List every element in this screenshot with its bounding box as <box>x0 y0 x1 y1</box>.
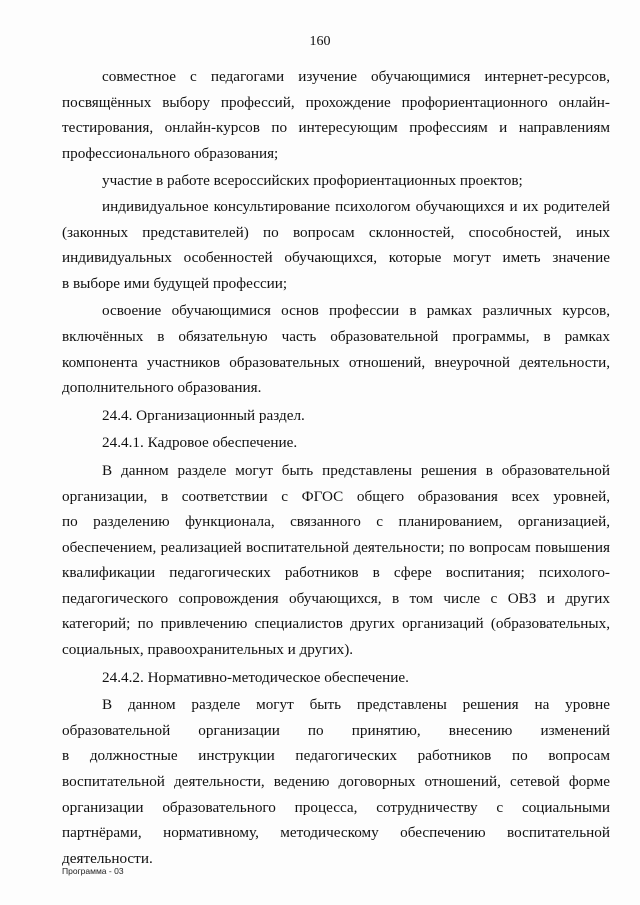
paragraph <box>62 64 610 166</box>
text-line: в выборе ими будущей профессии; <box>62 274 288 292</box>
text-line: по разделению функционала, связанного с планированием, организацией, <box>62 513 610 531</box>
section-heading <box>62 403 610 429</box>
text-line: образовательной организации по принятию, внесению изменений <box>62 721 610 739</box>
text-line: индивидуальное консультирование психологом обучающихся и их родителей <box>102 197 610 215</box>
text-line: воспитательной деятельности, ведению договорных отношений, сетевой форме <box>62 773 610 791</box>
text-line: 24.4.1. Кадровое обеспечение. <box>102 434 298 452</box>
footer-label: Программа - 03 <box>62 866 124 876</box>
text-line: посвящённых выбору профессий, прохождение профориентационного онлайн- <box>62 93 610 111</box>
subsection-heading <box>62 665 610 691</box>
text-line: в должностные инструкции педагогических работников по вопросам <box>62 747 610 765</box>
text-line: категорий; по привлечению специалистов других организаций (образовательных, <box>62 615 610 633</box>
text-line: 24.4.2. Нормативно-методическое обеспечение. <box>102 668 409 686</box>
document-body <box>62 64 610 871</box>
paragraph <box>62 458 610 663</box>
text-line: педагогического сопровождения обучающихся, в том числе с ОВЗ и других <box>62 589 610 607</box>
text-line: обеспечением, реализацией воспитательной деятельности; по вопросам повышения <box>62 538 610 556</box>
text-line: 24.4. Организационный раздел. <box>102 406 305 424</box>
text-line: освоение обучающимися основ профессии в рамках различных курсов, <box>102 302 610 320</box>
subsection-heading <box>62 430 610 456</box>
page-number: 160 <box>309 34 331 49</box>
text-line: организации образовательного процесса, сотрудничеству с социальными <box>62 798 610 816</box>
text-line: В данном разделе могут быть представлены решения на уровне <box>102 696 610 714</box>
text-line: участие в работе всероссийских профориентационных проектов; <box>102 172 523 190</box>
text-line: социальных, правоохранительных и других). <box>62 641 354 659</box>
text-line: партнёрами, нормативному, методическому обеспечению воспитательной <box>62 824 610 842</box>
text-line: совместное с педагогами изучение обучающимися интернет-ресурсов, <box>102 68 610 85</box>
text-line: организации, в соответствии с ФГОС общего образования всех уровней, <box>62 487 610 505</box>
paragraph <box>62 194 610 296</box>
text-line: тестирования, онлайн-курсов по интересующим профессиям и направлениям <box>62 119 610 137</box>
text-line: индивидуальных особенностей обучающихся, которые могут иметь значение <box>62 249 610 267</box>
text-line: деятельности. <box>62 849 153 867</box>
text-line: профессионального образования; <box>62 144 279 162</box>
text-line: В данном разделе могут быть представлены решения в образовательной <box>102 461 610 479</box>
paragraph <box>62 298 610 400</box>
text-line: дополнительного образования. <box>62 379 262 397</box>
paragraph <box>62 168 610 194</box>
text-line: (законных представителей) по вопросам склонностей, способностей, иных <box>62 223 610 241</box>
text-line: квалификации педагогических работников в сфере воспитания; психолого- <box>62 564 610 582</box>
text-line: включённых в обязательную часть образовательной программы, в рамках <box>62 327 610 345</box>
text-line: компонента участников образовательных отношений, внеурочной деятельности, <box>62 353 610 371</box>
paragraph <box>62 692 610 871</box>
